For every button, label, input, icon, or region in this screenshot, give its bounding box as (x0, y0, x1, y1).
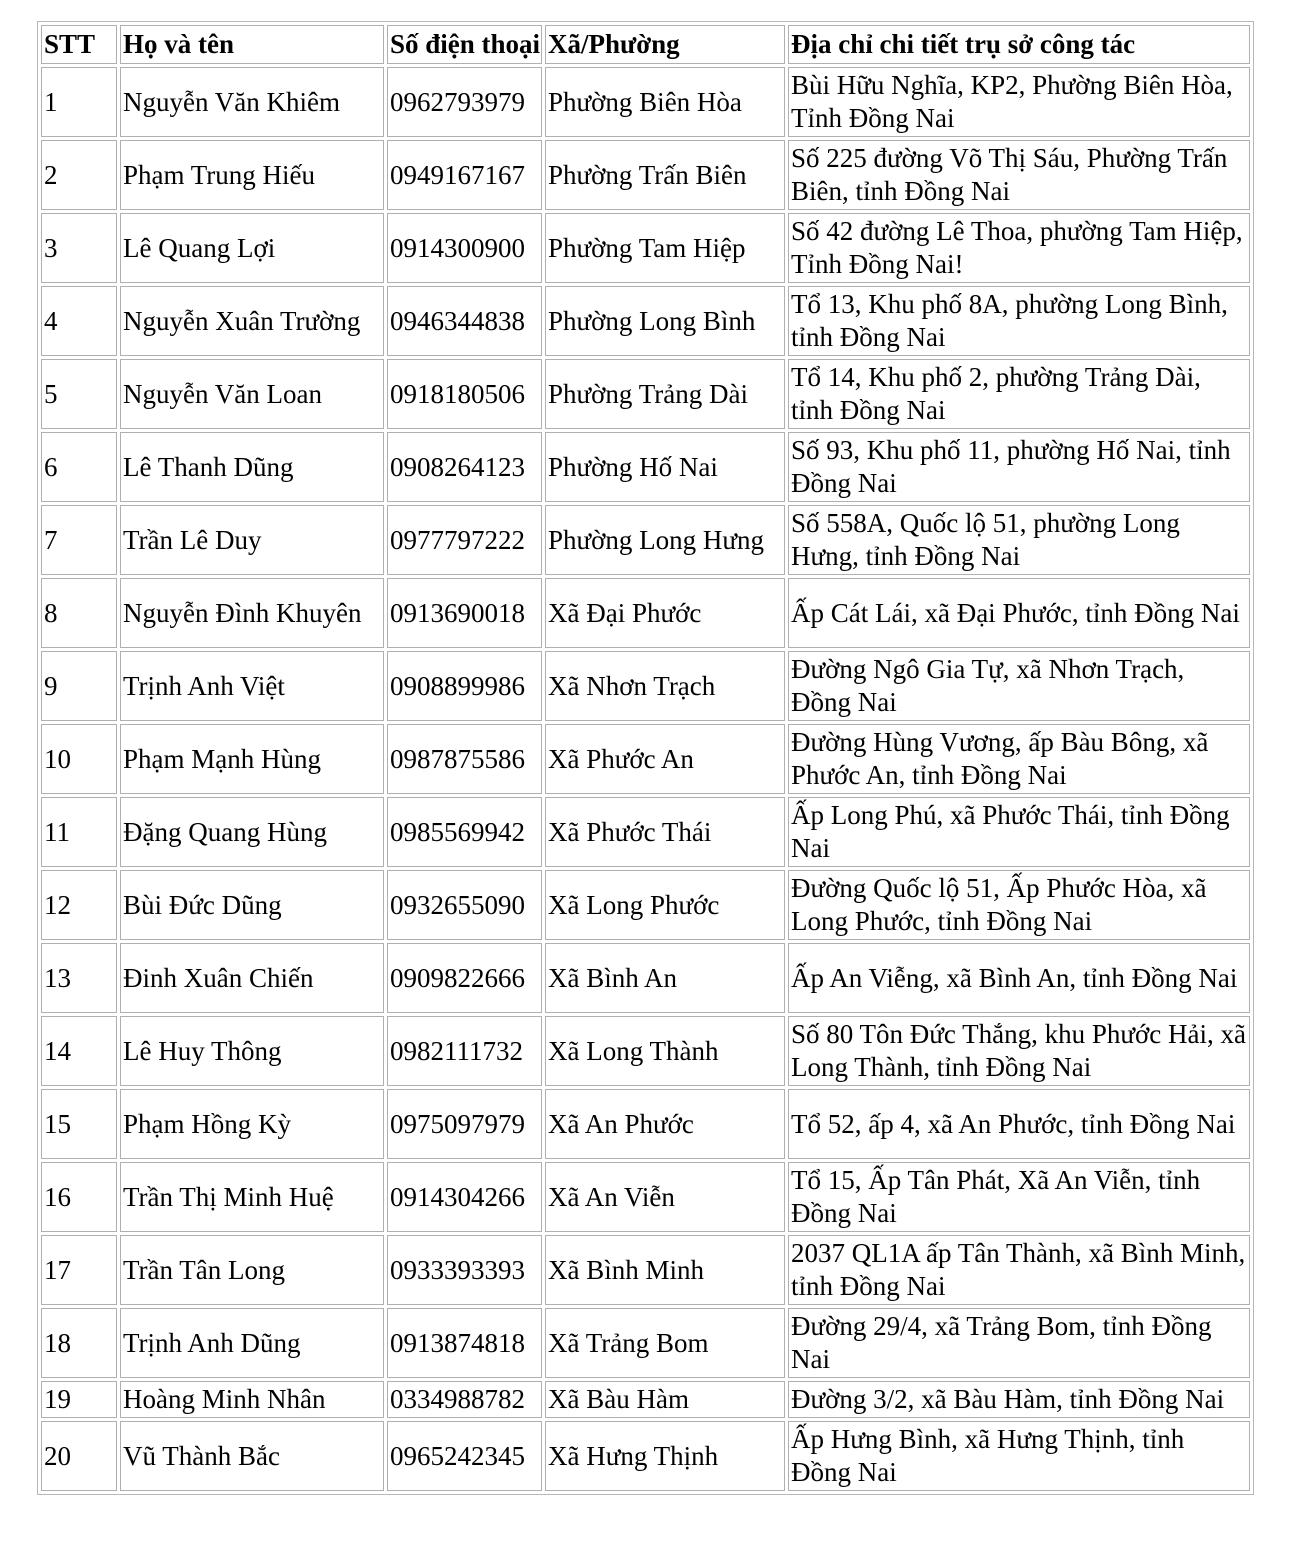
table-row (41, 1421, 1250, 1491)
cell-name: Phạm Mạnh Hùng (120, 724, 384, 794)
cell-ward: Phường Biên Hòa (545, 67, 785, 137)
cell-name: Trịnh Anh Việt (120, 651, 384, 721)
cell-stt: 15 (41, 1089, 117, 1159)
cell-ward: Xã Long Phước (545, 870, 785, 940)
table-row (41, 1381, 1250, 1418)
cell-ward: Xã Phước Thái (545, 797, 785, 867)
cell-name: Vũ Thành Bắc (120, 1421, 384, 1491)
table-row (41, 1308, 1250, 1378)
cell-stt: 18 (41, 1308, 117, 1378)
cell-phone: 0946344838 (387, 286, 542, 356)
cell-ward: Phường Trảng Dài (545, 359, 785, 429)
cell-address: Đường Hùng Vương, ấp Bàu Bông, xã Phước An, tỉnh Đồng Nai (788, 724, 1250, 794)
cell-name: Nguyễn Đình Khuyên (120, 578, 384, 648)
cell-address: Số 42 đường Lê Thoa, phường Tam Hiệp, Tỉnh Đồng Nai! (788, 213, 1250, 283)
cell-address: Tổ 15, Ấp Tân Phát, Xã An Viễn, tỉnh Đồng Nai (788, 1162, 1250, 1232)
header-row (41, 25, 1250, 64)
cell-name: Phạm Trung Hiếu (120, 140, 384, 210)
cell-stt: 6 (41, 432, 117, 502)
cell-phone: 0982111732 (387, 1016, 542, 1086)
cell-name: Hoàng Minh Nhân (120, 1381, 384, 1418)
cell-phone: 0987875586 (387, 724, 542, 794)
cell-name: Lê Huy Thông (120, 1016, 384, 1086)
cell-phone: 0985569942 (387, 797, 542, 867)
cell-phone: 0975097979 (387, 1089, 542, 1159)
cell-phone: 0909822666 (387, 943, 542, 1013)
header-stt: STT (41, 25, 117, 64)
table-row (41, 1235, 1250, 1305)
cell-address: Số 80 Tôn Đức Thắng, khu Phước Hải, xã Long Thành, tỉnh Đồng Nai (788, 1016, 1250, 1086)
cell-ward: Xã Nhơn Trạch (545, 651, 785, 721)
table-row (41, 1089, 1250, 1159)
cell-name: Phạm Hồng Kỳ (120, 1089, 384, 1159)
cell-address: Đường Quốc lộ 51, Ấp Phước Hòa, xã Long Phước, tỉnh Đồng Nai (788, 870, 1250, 940)
cell-ward: Phường Long Bình (545, 286, 785, 356)
cell-address: Tổ 52, ấp 4, xã An Phước, tỉnh Đồng Nai (788, 1089, 1250, 1159)
cell-ward: Xã Bàu Hàm (545, 1381, 785, 1418)
cell-address: Số 225 đường Võ Thị Sáu, Phường Trấn Biên, tỉnh Đồng Nai (788, 140, 1250, 210)
cell-phone: 0949167167 (387, 140, 542, 210)
cell-name: Nguyễn Xuân Trường (120, 286, 384, 356)
table-row (41, 67, 1250, 137)
cell-phone: 0913874818 (387, 1308, 542, 1378)
cell-address: Số 93, Khu phố 11, phường Hố Nai, tỉnh Đồng Nai (788, 432, 1250, 502)
cell-stt: 10 (41, 724, 117, 794)
cell-ward: Phường Hố Nai (545, 432, 785, 502)
cell-name: Nguyễn Văn Khiêm (120, 67, 384, 137)
cell-name: Bùi Đức Dũng (120, 870, 384, 940)
cell-phone: 0908264123 (387, 432, 542, 502)
cell-stt: 12 (41, 870, 117, 940)
cell-phone: 0334988782 (387, 1381, 542, 1418)
cell-stt: 14 (41, 1016, 117, 1086)
cell-stt: 16 (41, 1162, 117, 1232)
cell-name: Trần Tân Long (120, 1235, 384, 1305)
cell-ward: Xã Bình An (545, 943, 785, 1013)
table-row (41, 578, 1250, 648)
table-row (41, 724, 1250, 794)
cell-stt: 13 (41, 943, 117, 1013)
table-row (41, 505, 1250, 575)
cell-name: Đặng Quang Hùng (120, 797, 384, 867)
cell-name: Trịnh Anh Dũng (120, 1308, 384, 1378)
cell-name: Trần Lê Duy (120, 505, 384, 575)
cell-ward: Phường Tam Hiệp (545, 213, 785, 283)
cell-stt: 1 (41, 67, 117, 137)
cell-phone: 0932655090 (387, 870, 542, 940)
table-row (41, 651, 1250, 721)
cell-ward: Xã Đại Phước (545, 578, 785, 648)
cell-stt: 20 (41, 1421, 117, 1491)
header-ward: Xã/Phường (545, 25, 785, 64)
cell-ward: Xã Phước An (545, 724, 785, 794)
cell-address: Tổ 14, Khu phố 2, phường Trảng Dài, tỉnh Đồng Nai (788, 359, 1250, 429)
table-row (41, 1016, 1250, 1086)
cell-ward: Xã Bình Minh (545, 1235, 785, 1305)
table-row (41, 286, 1250, 356)
cell-phone: 0965242345 (387, 1421, 542, 1491)
cell-stt: 7 (41, 505, 117, 575)
table-body (41, 67, 1250, 1491)
cell-ward: Xã Hưng Thịnh (545, 1421, 785, 1491)
table-row (41, 943, 1250, 1013)
cell-ward: Xã An Viễn (545, 1162, 785, 1232)
cell-phone: 0914300900 (387, 213, 542, 283)
cell-address: Bùi Hữu Nghĩa, KP2, Phường Biên Hòa, Tỉnh Đồng Nai (788, 67, 1250, 137)
table-row (41, 797, 1250, 867)
cell-phone: 0913690018 (387, 578, 542, 648)
header-name: Họ và tên (120, 25, 384, 64)
cell-ward: Xã Trảng Bom (545, 1308, 785, 1378)
cell-address: Tổ 13, Khu phố 8A, phường Long Bình, tỉnh Đồng Nai (788, 286, 1250, 356)
table-row (41, 140, 1250, 210)
header-address: Địa chỉ chi tiết trụ sở công tác (788, 25, 1250, 64)
cell-phone: 0914304266 (387, 1162, 542, 1232)
cell-address: Đường Ngô Gia Tự, xã Nhơn Trạch, Đồng Nai (788, 651, 1250, 721)
cell-name: Lê Quang Lợi (120, 213, 384, 283)
cell-stt: 9 (41, 651, 117, 721)
cell-address: Ấp Cát Lái, xã Đại Phước, tỉnh Đồng Nai (788, 578, 1250, 648)
cell-name: Nguyễn Văn Loan (120, 359, 384, 429)
cell-address: Ấp Long Phú, xã Phước Thái, tỉnh Đồng Nai (788, 797, 1250, 867)
cell-stt: 5 (41, 359, 117, 429)
cell-name: Đinh Xuân Chiến (120, 943, 384, 1013)
cell-ward: Phường Long Hưng (545, 505, 785, 575)
cell-address: Đường 29/4, xã Trảng Bom, tỉnh Đồng Nai (788, 1308, 1250, 1378)
cell-phone: 0933393393 (387, 1235, 542, 1305)
table-row (41, 870, 1250, 940)
cell-phone: 0918180506 (387, 359, 542, 429)
cell-name: Trần Thị Minh Huệ (120, 1162, 384, 1232)
cell-phone: 0962793979 (387, 67, 542, 137)
cell-stt: 4 (41, 286, 117, 356)
table-row (41, 1162, 1250, 1232)
cell-stt: 2 (41, 140, 117, 210)
cell-address: Ấp Hưng Bình, xã Hưng Thịnh, tỉnh Đồng Nai (788, 1421, 1250, 1491)
officials-table (37, 21, 1254, 1495)
cell-ward: Phường Trấn Biên (545, 140, 785, 210)
table-row (41, 359, 1250, 429)
cell-name: Lê Thanh Dũng (120, 432, 384, 502)
cell-stt: 17 (41, 1235, 117, 1305)
cell-stt: 8 (41, 578, 117, 648)
cell-stt: 3 (41, 213, 117, 283)
cell-ward: Xã An Phước (545, 1089, 785, 1159)
cell-phone: 0977797222 (387, 505, 542, 575)
cell-stt: 11 (41, 797, 117, 867)
cell-address: Ấp An Viễng, xã Bình An, tỉnh Đồng Nai (788, 943, 1250, 1013)
cell-phone: 0908899986 (387, 651, 542, 721)
cell-stt: 19 (41, 1381, 117, 1418)
header-phone: Số điện thoại (387, 25, 542, 64)
table-row (41, 432, 1250, 502)
cell-address: Đường 3/2, xã Bàu Hàm, tỉnh Đồng Nai (788, 1381, 1250, 1418)
cell-address: Số 558A, Quốc lộ 51, phường Long Hưng, tỉnh Đồng Nai (788, 505, 1250, 575)
cell-ward: Xã Long Thành (545, 1016, 785, 1086)
cell-address: 2037 QL1A ấp Tân Thành, xã Bình Minh, tỉnh Đồng Nai (788, 1235, 1250, 1305)
table-row (41, 213, 1250, 283)
